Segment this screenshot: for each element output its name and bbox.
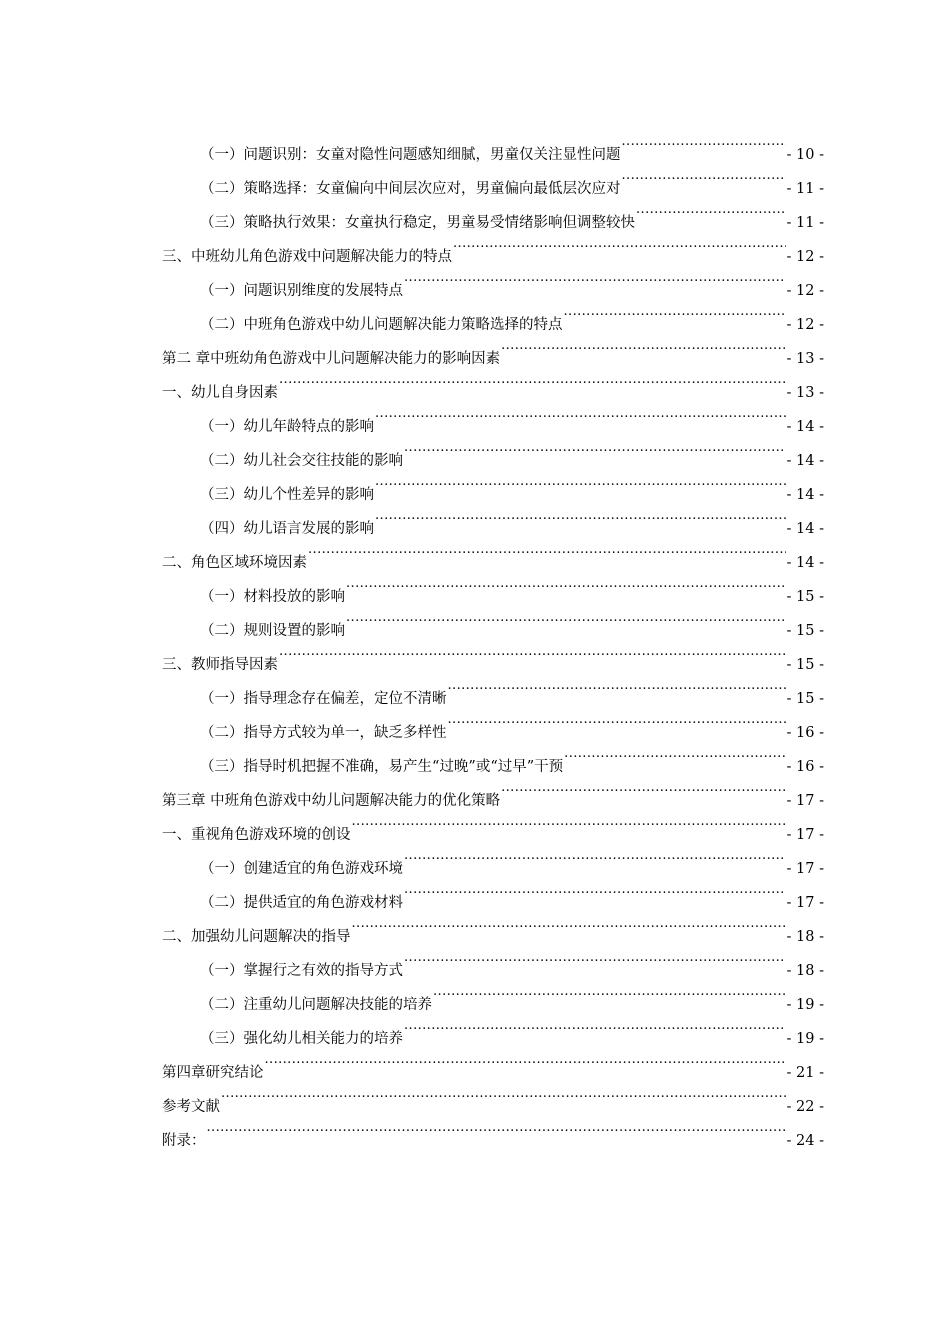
toc-dot-leader [375,499,786,533]
toc-entry-page-number: - 15 - [786,657,824,673]
toc-dot-leader [453,227,786,261]
toc-entry-page-number: - 14 - [786,453,824,469]
toc-dot-leader [346,567,786,601]
toc-entry[interactable] [162,125,824,163]
toc-entry-page-number: - 13 - [786,385,824,401]
toc-dot-leader [375,397,786,431]
toc-entry-page-number: - 14 - [786,521,824,537]
toc-entry-page-number: - 18 - [786,963,824,979]
toc-entry[interactable] [162,1077,824,1115]
toc-dot-leader [636,193,786,227]
toc-entry-page-number: - 13 - [786,351,824,367]
toc-dot-leader [501,771,785,805]
toc-entry-label: 第二 章中班幼角色游戏中儿问题解决能力的影响因素 [162,351,501,367]
toc-dot-leader [404,941,786,975]
toc-entry-label: 三、教师指导因素 [162,657,278,673]
toc-dot-leader [501,329,785,363]
toc-entry-page-number: - 14 - [786,419,824,435]
toc-entry-label: 三、中班幼儿角色游戏中问题解决能力的特点 [162,249,452,265]
toc-dot-leader [433,975,786,1009]
toc-entry-page-number: - 17 - [786,793,824,809]
toc-entry-page-number: - 12 - [786,249,824,265]
toc-dot-leader [404,873,786,907]
toc-entry-page-number: - 19 - [786,997,824,1013]
toc-dot-leader [207,1111,786,1145]
toc-dot-leader [404,839,786,873]
toc-dot-leader [352,805,786,839]
toc-dot-leader [404,431,786,465]
toc-dot-leader [221,1077,786,1111]
toc-entry-label: （二）提供适宜的角色游戏材料 [200,895,403,911]
toc-entry-page-number: - 18 - [786,929,824,945]
toc-entry-page-number: - 11 - [786,215,824,231]
toc-entry-label: （三）指导时机把握不准确，易产生“过晚”或“过早”干预 [200,759,564,775]
toc-dot-leader [564,295,786,329]
toc-entry-page-number: - 10 - [786,147,824,163]
toc-entry-label: （一）幼儿年龄特点的影响 [200,419,374,435]
toc-entry-page-number: - 14 - [786,487,824,503]
toc-entry-label: （二）指导方式较为单一，缺乏多样性 [200,725,447,741]
toc-dot-leader [279,635,786,669]
toc-entry-label: 二、角色区域环境因素 [162,555,307,571]
toc-entry-page-number: - 11 - [786,181,824,197]
toc-entry-label: （一）问题识别：女童对隐性问题感知细腻，男童仅关注显性问题 [200,147,621,163]
toc-dot-leader [279,363,786,397]
toc-entry-label: （二）中班角色游戏中幼儿问题解决能力策略选择的特点 [200,317,563,333]
toc-entry-label: 一、幼儿自身因素 [162,385,278,401]
toc-dot-leader [622,159,786,193]
toc-entry-page-number: - 12 - [786,317,824,333]
toc-dot-leader [564,737,785,771]
toc-entry-label: （二）注重幼儿问题解决技能的培养 [200,997,432,1013]
toc-entry-label: 一、重视角色游戏环境的创设 [162,827,351,843]
toc-entry-label: 第四章研究结论 [162,1065,264,1081]
toc-entry-label: （一）掌握行之有效的指导方式 [200,963,403,979]
toc-entry-label: （一）创建适宜的角色游戏环境 [200,861,403,877]
toc-entry-page-number: - 14 - [786,555,824,571]
toc-entry-page-number: - 24 - [786,1133,824,1149]
toc-entry-label: 第三章 中班角色游戏中幼儿问题解决能力的优化策略 [162,793,501,809]
toc-dot-leader [375,465,786,499]
toc-dot-leader [448,669,786,703]
toc-entry-label: （三）幼儿个性差异的影响 [200,487,374,503]
toc-entry-label: （二）规则设置的影响 [200,623,345,639]
toc-dot-leader [352,907,786,941]
toc-entry-label: （一）指导理念存在偏差，定位不清晰 [200,691,447,707]
toc-entry-label: （四）幼儿语言发展的影响 [200,521,374,537]
toc-entry-label: （三）策略执行效果：女童执行稳定，男童易受情绪影响但调整较快 [200,215,635,231]
toc-entry-page-number: - 15 - [786,623,824,639]
toc-entry-page-number: - 19 - [786,1031,824,1047]
toc-entry-page-number: - 21 - [786,1065,824,1081]
toc-dot-leader [622,125,786,159]
toc-entry-page-number: - 22 - [786,1099,824,1115]
toc-dot-leader [404,1009,786,1043]
toc-dot-leader [404,261,786,295]
toc-dot-leader [346,601,786,635]
toc-entry-label: 参考文献 [162,1099,220,1115]
toc-entry-page-number: - 15 - [786,691,824,707]
toc-entry-label: 附录： [162,1133,206,1149]
toc-entry[interactable] [162,1111,824,1149]
toc-entry-label: （二）幼儿社会交往技能的影响 [200,453,403,469]
toc-entry-label: （三）强化幼儿相关能力的培养 [200,1031,403,1047]
toc-entry-page-number: - 16 - [786,759,824,775]
toc-entry-label: （一）问题识别维度的发展特点 [200,283,403,299]
toc-entry-label: （一）材料投放的影响 [200,589,345,605]
toc-entry-page-number: - 15 - [786,589,824,605]
toc-entry-page-number: - 17 - [786,861,824,877]
toc-entry-page-number: - 17 - [786,827,824,843]
toc-dot-leader [448,703,786,737]
toc-entry-page-number: - 12 - [786,283,824,299]
table-of-contents [162,125,824,1149]
toc-entry-page-number: - 17 - [786,895,824,911]
toc-entry-label: （二）策略选择：女童偏向中间层次应对，男童偏向最低层次应对 [200,181,621,197]
toc-entry-label: 二、加强幼儿问题解决的指导 [162,929,351,945]
toc-entry-page-number: - 16 - [786,725,824,741]
toc-dot-leader [308,533,786,567]
toc-dot-leader [265,1043,786,1077]
